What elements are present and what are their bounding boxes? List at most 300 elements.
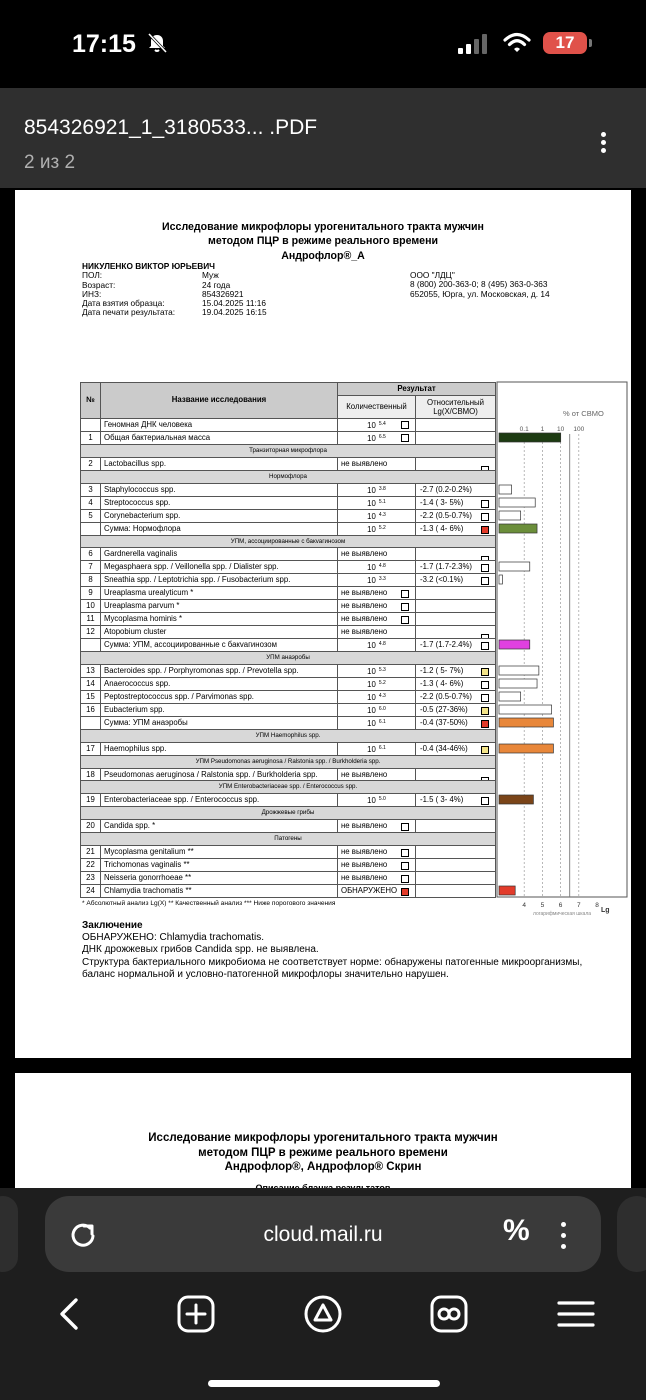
test-name: Haemophilus spp.: [101, 742, 338, 755]
test-name: Ureaplasma parvum *: [101, 600, 338, 613]
address-menu-button[interactable]: [559, 1222, 567, 1250]
scale-tick-bottom: 8: [595, 902, 599, 909]
file-title: 854326921_1_3180533... .PDF: [24, 116, 318, 139]
relative-cell: [416, 768, 496, 781]
table-row: [81, 613, 496, 626]
table-row: [81, 600, 496, 613]
cellular-signal-icon: [458, 34, 490, 54]
hamburger-menu-icon[interactable]: [556, 1294, 596, 1334]
relative-cell: [416, 496, 496, 509]
dot-icon: [601, 132, 606, 137]
footnote: * Абсолютный анализ Lg(X) ** Качественный анализ *** Ниже порогового значения: [82, 900, 336, 907]
relative-cell: [416, 638, 496, 651]
conclusion-heading: Заключение: [82, 920, 143, 931]
test-name: Сумма: УПМ анаэробы: [101, 716, 338, 729]
relative-cell: [416, 716, 496, 729]
next-tab-card[interactable]: [617, 1196, 646, 1272]
row-number: 21: [81, 846, 101, 859]
relative-cell: [416, 574, 496, 587]
relative-value: -3.2 (<0.1%): [420, 575, 464, 585]
col-header-relative: [416, 395, 496, 418]
result-flag: [401, 875, 409, 883]
table-row: [81, 664, 496, 677]
table-row: [81, 884, 496, 897]
result-flag: [401, 590, 409, 598]
result-flag: [401, 849, 409, 857]
relative-cell: [416, 846, 496, 859]
table-row: [81, 677, 496, 690]
row-number: 19: [81, 794, 101, 807]
test-name: Eubacterium spp.: [101, 703, 338, 716]
row-number: 9: [81, 587, 101, 600]
log-scale-chart: [497, 380, 627, 917]
test-name: Megasphaera spp. / Veillonella spp. / Dialister spp.: [101, 561, 338, 574]
previous-tab-card[interactable]: [0, 1196, 18, 1272]
quantitative-base: 10: [367, 705, 376, 715]
test-name: Chlamydia trachomatis **: [101, 884, 338, 897]
quantitative-exponent: 5.0: [378, 796, 386, 803]
result-flag: [481, 746, 489, 754]
test-name: Corynebacterium spp.: [101, 509, 338, 522]
quantitative-cell: [338, 626, 416, 639]
section-header-row: [81, 729, 496, 742]
scale-caption: логарифмическая шкала: [533, 911, 592, 917]
table-row: [81, 871, 496, 884]
relative-cell: [416, 483, 496, 496]
quantitative-text: не выявлено: [341, 846, 388, 856]
test-name: Sneathia spp. / Leptotrichia spp. / Fusobacterium spp.: [101, 574, 338, 587]
quantitative-base: 10: [367, 485, 376, 495]
scale-axis-label: Lg: [601, 907, 610, 914]
relative-value: -0.4 (34-46%): [420, 743, 468, 753]
lab-phones: 8 (800) 200-363-0; 8 (495) 363-0-363: [410, 279, 548, 290]
new-tab-icon[interactable]: [176, 1294, 216, 1334]
quantitative-cell: [338, 483, 416, 496]
result-flag: [481, 681, 489, 689]
patient-field-value: 24 года: [202, 279, 231, 290]
scale-tick-bottom: 4: [522, 902, 527, 909]
test-name: Pseudomonas aeruginosa / Ralstonia spp. / Burkholderia spp.: [101, 768, 338, 781]
result-flag: [481, 564, 489, 572]
section-header-row: [81, 535, 496, 548]
quantitative-exponent: 4.3: [378, 692, 386, 699]
quantitative-base: 10: [367, 511, 376, 521]
row-number: [81, 716, 101, 729]
table-row: [81, 794, 496, 807]
dot-icon: [561, 1244, 566, 1249]
quantitative-cell: [338, 548, 416, 561]
relative-cell: [416, 677, 496, 690]
table-row: [81, 703, 496, 716]
relative-value: -0.4 (37-50%): [420, 717, 468, 727]
quantitative-cell: [338, 664, 416, 677]
page2-title-line: методом ПЦР в режиме реального времени: [198, 1146, 448, 1159]
table-row: [81, 587, 496, 600]
test-name: Геномная ДНК человека: [101, 418, 338, 431]
pdf-page-1[interactable]: [15, 190, 631, 1058]
back-icon[interactable]: [50, 1294, 90, 1334]
col-header-relative-line2: Lg(X/СВМО): [433, 406, 478, 416]
test-name: Bacteroides spp. / Porphyromonas spp. / Prevotella spp.: [101, 664, 338, 677]
result-bar: [499, 718, 553, 727]
result-flag: [481, 694, 489, 702]
test-name: Gardnerella vaginalis: [101, 548, 338, 561]
quantitative-exponent: 5.2: [378, 679, 386, 686]
relative-value: -2.2 (0.5-0.7%): [420, 691, 473, 701]
quantitative-cell: [338, 858, 416, 871]
relative-cell: [416, 561, 496, 574]
quantitative-text: не выявлено: [341, 601, 388, 611]
result-flag: [481, 556, 489, 560]
result-bar: [499, 498, 535, 507]
quantitative-cell: [338, 522, 416, 535]
relative-value: -2.7 (0.2-0.2%): [420, 484, 473, 494]
quantitative-base: 10: [367, 433, 376, 443]
quantitative-base: 10: [367, 524, 376, 534]
relative-cell: [416, 457, 496, 470]
table-row: [81, 509, 496, 522]
row-number: [81, 638, 101, 651]
conclusion-line: ДНК дрожжевых грибов Candida spp. не выявлена.: [82, 944, 319, 956]
result-flag: [481, 797, 489, 805]
result-flag: [481, 720, 489, 728]
dot-icon: [561, 1233, 566, 1238]
result-flag: [401, 421, 409, 429]
row-number: 15: [81, 690, 101, 703]
patient-field-value: 15.04.2025 11:16: [202, 298, 266, 309]
relative-cell: [416, 690, 496, 703]
table-row: [81, 496, 496, 509]
result-bar: [499, 485, 512, 494]
test-name: Peptostreptococcus spp. / Parvimonas spp.: [101, 690, 338, 703]
result-flag: [401, 603, 409, 611]
quantitative-base: 10: [367, 420, 376, 430]
quantitative-exponent: 5.1: [378, 498, 386, 505]
quantitative-base: 10: [367, 666, 376, 676]
percent-icon[interactable]: %: [503, 1214, 530, 1247]
section-label: Дрожжевые грибы: [81, 807, 496, 820]
scale-frame: [497, 382, 627, 897]
quantitative-base: 10: [367, 679, 376, 689]
section-label: УПМ Pseudomonas aeruginosa / Ralstonia spp. / Burkholderia spp.: [81, 755, 496, 768]
wifi-icon: [503, 32, 531, 54]
result-bar: [499, 886, 515, 895]
percent-label: % от СВМО: [563, 409, 604, 418]
result-flag: [401, 862, 409, 870]
status-bar: [0, 0, 646, 88]
quantitative-cell: [338, 742, 416, 755]
result-bar: [499, 433, 561, 442]
relative-cell: [416, 742, 496, 755]
test-name: Сумма: Нормофлора: [101, 522, 338, 535]
quantitative-base: 10: [367, 718, 376, 728]
relative-value: -1.4 ( 3- 5%): [420, 497, 464, 507]
patient-field: [82, 279, 231, 290]
quantitative-exponent: 6.5: [378, 433, 386, 440]
tabs-icon[interactable]: [429, 1294, 469, 1334]
document-title-line: Андрофлор®_А: [281, 250, 365, 262]
scale-tick-top: 0.1: [519, 426, 529, 433]
relative-cell: [416, 858, 496, 871]
result-flag: [481, 668, 489, 676]
scale-tick-top: 10: [556, 426, 565, 433]
quantitative-text: не выявлено: [341, 626, 388, 636]
row-number: 22: [81, 858, 101, 871]
table-row: [81, 858, 496, 871]
table-row: [81, 574, 496, 587]
patient-field-value: 854326921: [202, 288, 244, 299]
quantitative-cell: [338, 846, 416, 859]
test-name: Enterobacteriaceae spp. / Enterococcus spp.: [101, 794, 338, 807]
row-number: [81, 418, 101, 431]
row-number: 11: [81, 613, 101, 626]
quantitative-exponent: 6.0: [378, 705, 386, 712]
section-header-row: [81, 470, 496, 483]
table-row: [81, 626, 496, 639]
quantitative-exponent: 3.3: [378, 576, 386, 583]
quantitative-text: не выявлено: [341, 588, 388, 598]
conclusion: [82, 920, 612, 981]
url-text: cloud.mail.ru: [263, 1223, 383, 1246]
result-flag: [401, 434, 409, 442]
relative-value: -0.5 (27-36%): [420, 704, 468, 714]
bell-muted-icon: [146, 32, 168, 54]
table-row: [81, 768, 496, 781]
patient-field-label: Возраст:: [82, 279, 116, 290]
row-number: 1: [81, 431, 101, 444]
quantitative-exponent: 4.8: [378, 640, 386, 647]
battery-cap: [589, 39, 592, 47]
row-number: 3: [81, 483, 101, 496]
table-row: [81, 690, 496, 703]
quantitative-base: 10: [367, 744, 376, 754]
patient-field-label: ИНЗ:: [82, 288, 102, 299]
section-label: УПМ Enterobacteriaceae spp. / Enterococcus spp.: [81, 781, 496, 794]
dot-icon: [601, 148, 606, 153]
section-header-row: [81, 833, 496, 846]
status-time: 17:15: [72, 30, 136, 58]
relative-value: -2.2 (0.5-0.7%): [420, 510, 473, 520]
quantitative-cell: [338, 431, 416, 444]
result-flag: [401, 823, 409, 831]
result-bar: [499, 666, 539, 675]
patient-field-label: ПОЛ:: [82, 270, 103, 281]
result-flag: [481, 577, 489, 585]
more-options-button[interactable]: [588, 128, 618, 158]
quantitative-cell: [338, 587, 416, 600]
test-name: Mycoplasma hominis *: [101, 613, 338, 626]
result-bar: [499, 511, 521, 520]
page2-title-line: Андрофлор®, Андрофлор® Скрин: [224, 1161, 422, 1173]
result-bar: [499, 744, 553, 753]
quantitative-exponent: 6.1: [378, 744, 386, 751]
relative-value: -1.3 ( 4- 6%): [420, 678, 464, 688]
quantitative-exponent: 6.1: [378, 718, 386, 725]
relative-cell: [416, 613, 496, 626]
scale-tick-top: 1: [540, 426, 545, 433]
results-table: [80, 382, 496, 898]
relative-value: -1.5 ( 3- 4%): [420, 795, 464, 805]
home-indicator[interactable]: [208, 1380, 440, 1387]
test-name: Staphylococcus spp.: [101, 483, 338, 496]
quantitative-cell: [338, 496, 416, 509]
quantitative-text: не выявлено: [341, 872, 388, 882]
row-number: 14: [81, 677, 101, 690]
row-number: 8: [81, 574, 101, 587]
patient-field-value: Муж: [202, 270, 219, 281]
col-header-relative-line1: Относительный: [427, 397, 484, 407]
scale-tick-bottom: 6: [558, 902, 563, 909]
result-bar: [499, 524, 537, 533]
row-number: 20: [81, 820, 101, 833]
quantitative-exponent: 5.4: [378, 420, 386, 427]
address-bar[interactable]: [45, 1196, 601, 1272]
quantitative-base: 10: [367, 576, 376, 586]
document-title-line: Исследование микрофлоры урогенитального тракта мужчин: [162, 221, 484, 233]
relative-cell: [416, 871, 496, 884]
quantitative-text: не выявлено: [341, 769, 388, 779]
table-row: [81, 418, 496, 431]
row-number: 10: [81, 600, 101, 613]
test-name: Общая бактериальная масса: [101, 431, 338, 444]
quantitative-cell: [338, 600, 416, 613]
row-number: 7: [81, 561, 101, 574]
quantitative-base: 10: [367, 640, 376, 650]
test-name: Сумма: УПМ, ассоциированные с бакvагинозом: [101, 638, 338, 651]
quantitative-exponent: 5.2: [378, 524, 386, 531]
quantitative-cell: [338, 794, 416, 807]
pdf-page-2[interactable]: [15, 1073, 631, 1203]
quantitative-cell: [338, 418, 416, 431]
test-name: Mycoplasma genitalium **: [101, 846, 338, 859]
result-flag: [481, 634, 489, 638]
section-label: УПМ Haemophilus spp.: [81, 729, 496, 742]
patient-field-label: Дата печати результата:: [82, 307, 176, 318]
relative-cell: [416, 600, 496, 613]
quantitative-text: не выявлено: [341, 859, 388, 869]
quantitative-text: ОБНАРУЖЕНО: [341, 885, 398, 895]
result-flag: [401, 888, 409, 896]
section-label: Транзиторная микрофлора: [81, 444, 496, 457]
relative-cell: [416, 522, 496, 535]
quantitative-cell: [338, 638, 416, 651]
result-bar: [499, 575, 502, 584]
row-number: 16: [81, 703, 101, 716]
row-number: 12: [81, 626, 101, 639]
table-row: [81, 457, 496, 470]
result-flag: [481, 526, 489, 534]
quantitative-exponent: 3.8: [378, 485, 386, 492]
col-header-result: Результат: [338, 383, 496, 396]
quantitative-cell: [338, 690, 416, 703]
dot-icon: [561, 1222, 566, 1227]
result-flag: [481, 500, 489, 508]
table-row: [81, 846, 496, 859]
table-row: [81, 548, 496, 561]
relative-cell: [416, 587, 496, 600]
relative-cell: [416, 431, 496, 444]
result-flag: [481, 642, 489, 650]
row-number: 18: [81, 768, 101, 781]
test-name: Lactobacillus spp.: [101, 457, 338, 470]
quantitative-base: 10: [367, 498, 376, 508]
relative-cell: [416, 884, 496, 897]
patient-field-label: Дата взятия образца:: [82, 298, 165, 309]
row-number: 13: [81, 664, 101, 677]
col-header-quantitative: Количественный: [338, 395, 416, 418]
quantitative-text: не выявлено: [341, 458, 388, 468]
relative-value: -1.2 ( 5- 7%): [420, 665, 464, 675]
test-name: Atopobium cluster: [101, 626, 338, 639]
relative-cell: [416, 703, 496, 716]
page2-title: [15, 1131, 631, 1195]
relative-cell: [416, 820, 496, 833]
table-row: [81, 483, 496, 496]
section-label: Патогены: [81, 833, 496, 846]
relative-cell: [416, 548, 496, 561]
relative-value: -1.7 (1.7-2.4%): [420, 639, 473, 649]
row-number: [81, 522, 101, 535]
quantitative-exponent: 4.8: [378, 563, 386, 570]
lab-address: 652055, Юрга, ул. Московская, д. 14: [410, 288, 550, 299]
row-number: 5: [81, 509, 101, 522]
patient-name: НИКУЛЕНКО ВИКТОР ЮРЬЕВИЧ: [82, 261, 215, 271]
row-number: 6: [81, 548, 101, 561]
section-header-row: [81, 781, 496, 794]
alice-assistant-icon[interactable]: [303, 1294, 343, 1334]
test-name: Trichomonas vaginalis **: [101, 858, 338, 871]
test-name: Streptococcus spp.: [101, 496, 338, 509]
section-header-row: [81, 651, 496, 664]
table-row: [81, 820, 496, 833]
table-row: [81, 522, 496, 535]
result-bar: [499, 679, 537, 688]
table-row: [81, 638, 496, 651]
quantitative-base: 10: [367, 563, 376, 573]
quantitative-base: 10: [367, 796, 376, 806]
pdf-viewer-header: [0, 88, 646, 188]
result-flag: [481, 466, 489, 470]
quantitative-text: не выявлено: [341, 549, 388, 559]
result-bar: [499, 640, 530, 649]
section-label: УПМ анаэробы: [81, 651, 496, 664]
relative-cell: [416, 794, 496, 807]
scale-tick-top: 100: [573, 426, 585, 433]
row-number: 17: [81, 742, 101, 755]
lab-info: [410, 271, 550, 299]
document-title-line: методом ПЦР в режиме реального времени: [208, 234, 438, 247]
patient-info: [82, 261, 267, 318]
quantitative-cell: [338, 871, 416, 884]
result-bar: [499, 692, 521, 701]
test-name: Neisseria gonorrhoeae **: [101, 871, 338, 884]
quantitative-cell: [338, 457, 416, 470]
row-number: 2: [81, 457, 101, 470]
section-header-row: [81, 807, 496, 820]
result-flag: [481, 513, 489, 521]
battery-indicator: 17: [543, 32, 587, 54]
result-flag: [481, 707, 489, 715]
page-counter: 2 из 2: [24, 152, 76, 173]
quantitative-cell: [338, 820, 416, 833]
relative-cell: [416, 664, 496, 677]
row-number: 24: [81, 884, 101, 897]
test-name: Ureaplasma urealyticum *: [101, 587, 338, 600]
quantitative-exponent: 5.3: [378, 666, 386, 673]
result-flag: [481, 777, 489, 781]
scale-tick-bottom: 7: [576, 902, 581, 909]
col-header-name: Название исследования: [101, 383, 338, 419]
